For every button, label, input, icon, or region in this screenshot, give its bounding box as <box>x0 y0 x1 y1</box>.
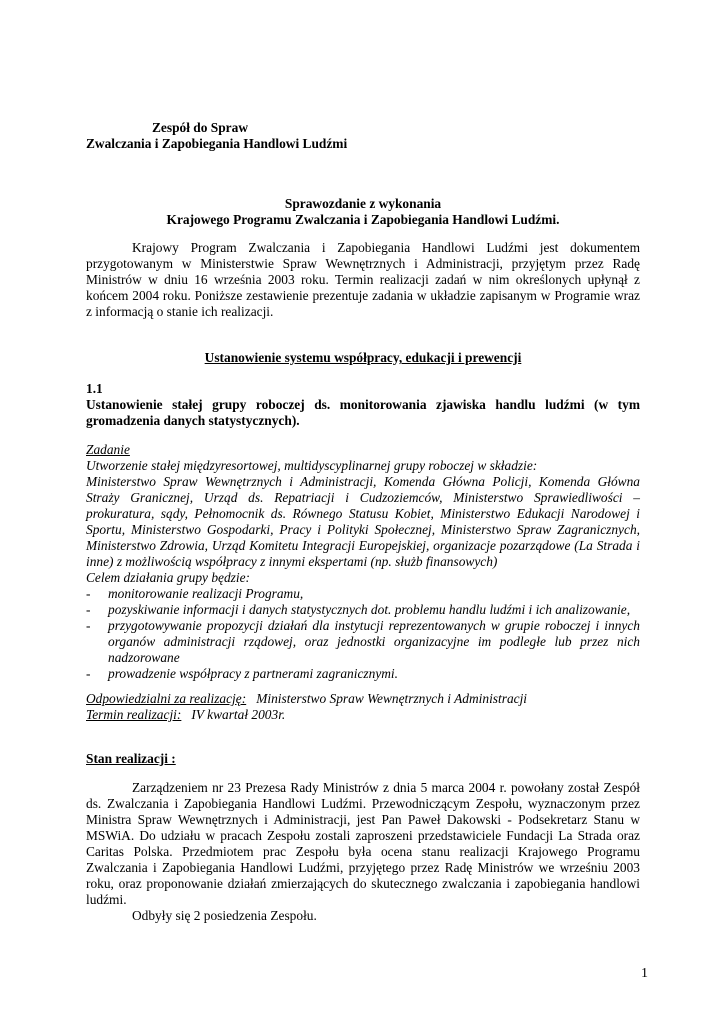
deadline-row <box>86 707 640 723</box>
status-line: ds. Zwalczania i Zapobiegania Handlowi Ludźmi. Przewodniczącym Zespołu, wyznaczonym przez <box>86 796 640 811</box>
task-intro: Utworzenie stałej międzyresortowej, multidyscyplinarnej grupy roboczej w składzie: <box>86 458 538 473</box>
deadline-value: IV kwartał 2003r. <box>191 707 286 722</box>
list-dash: - <box>86 602 91 617</box>
list-dash: - <box>86 666 91 681</box>
responsible-value: Ministerstwo Spraw Wewnętrznych i Administracji <box>256 691 528 706</box>
task-description <box>86 442 640 723</box>
team-line-1: Zespół do Spraw <box>152 120 248 135</box>
report-title <box>86 196 640 228</box>
task-title-line: gromadzenia danych statystycznych). <box>86 413 300 428</box>
list-item-text: organów administracji rządowej, oraz jednostki organizacyjne im podległe lub przez nich <box>108 634 640 649</box>
member-line: Ministerstwo Spraw Wewnętrznych i Administracji, Komenda Główna Policji, Komenda Główna <box>86 474 640 489</box>
responsible-row <box>86 691 640 707</box>
member-line: Straży Granicznej, Urząd ds. Repatriacji i Cudzoziemców, Ministerstwo Sprawiedliwości – <box>86 490 640 505</box>
task-label: Zadanie <box>86 442 130 457</box>
list-dash: - <box>86 618 91 633</box>
list-item-text: monitorowanie realizacji Programu, <box>108 586 304 601</box>
team-header <box>86 120 640 152</box>
list-item <box>86 586 640 602</box>
list-item <box>86 602 640 618</box>
list-dash: - <box>86 586 91 601</box>
team-line-2: Zwalczania i Zapobiegania Handlowi Ludźmi <box>86 136 348 151</box>
intro-line: Krajowy Program Zwalczania i Zapobiegania Handlowi Ludźmi jest dokumentem <box>132 240 640 255</box>
list-item-text: przygotowywanie propozycji działań dla instytucji reprezentowanych w grupie roboczej i innych <box>108 618 640 633</box>
intro-line: końcem 2004 roku. Poniższe zestawienie prezentuje zadania w układzie zapisanym w Programie wraz <box>86 288 640 303</box>
list-item <box>86 666 640 682</box>
status-block <box>86 751 640 767</box>
member-line: inne) z możliwością współpracy z innymi ekspertami (np. służb finansowych) <box>86 554 498 569</box>
intro-line: Ministrów w dniu 16 września 2003 roku. Termin realizacji zadań w nim określonych upłynął z <box>86 272 640 287</box>
list-item-text: nadzorowane <box>108 650 180 665</box>
member-line: Sportu, Ministerstwo Gospodarki, Pracy i Polityki Społecznej, Ministerstwo Spraw Zagranicznych, <box>86 522 640 537</box>
status-line: MSWiA. Do udziału w pracach Zespołu zostali zaproszeni przedstawiciele Fundacji La Strada oraz <box>86 828 640 843</box>
list-item-text: prowadzenie współpracy z partnerami zagranicznymi. <box>108 666 398 681</box>
responsible-label: Odpowiedzialni za realizację: <box>86 691 247 706</box>
section-heading: Ustanowienie systemu współpracy, edukacji i prewencji <box>204 350 522 365</box>
status-line: Caritas Polska. Przedmiotem prac Zespołu była ocena stanu realizacji Krajowego Programu <box>86 844 640 859</box>
status-heading: Stan realizacji : <box>86 751 176 766</box>
status-line: Zwalczania i Zapobiegania Handlowi Ludźmi, przyjętego przez Radę Ministrów we wrześniu 2003 <box>86 860 640 875</box>
member-line: prokuratura, sądy, Pełnomocnik ds. Równego Statusu Kobiet, Ministerstwo Edukacji Narodowej i <box>86 506 640 521</box>
status-line: roku, oraz proponowanie działań zmierzających do skutecznego zwalczania i zapobiegania handlowi <box>86 876 640 891</box>
intro-line: przygotowanym w Ministerstwie Spraw Wewnętrznych i Administracji, przyjętym przez Radę <box>86 256 640 271</box>
goal-label: Celem działania grupy będzie: <box>86 570 251 585</box>
title-line-1: Sprawozdanie z wykonania <box>284 196 442 211</box>
meetings-line: Odbyły się 2 posiedzenia Zespołu. <box>132 908 317 923</box>
intro-line: z informacją o stanie ich realizacji. <box>86 304 274 319</box>
list-item <box>86 618 640 666</box>
deadline-label: Termin realizacji: <box>86 707 182 722</box>
intro-paragraph <box>86 240 640 320</box>
member-line: Ministerstwo Zdrowia, Urząd Komitetu Integracji Europejskiej, organizacje pozarządowe (La Strada i <box>86 538 640 553</box>
section-heading-block <box>86 350 640 366</box>
status-paragraph <box>86 780 640 924</box>
status-line: Zarządzeniem nr 23 Prezesa Rady Ministrów z dnia 5 marca 2004 r. powołany został Zespół <box>132 780 640 795</box>
page-number: 1 <box>641 966 648 981</box>
list-item-text: pozyskiwanie informacji i danych statystycznych dot. problemu handlu ludźmi i ich analizowanie, <box>108 602 631 617</box>
status-line: Ministra Spraw Wewnętrznych i Administracji, jest Pan Paweł Dakowski - Podsekretarz Stanu w <box>86 812 640 827</box>
status-line: ludźmi. <box>86 892 127 907</box>
title-line-2: Krajowego Programu Zwalczania i Zapobiegania Handlowi Ludźmi. <box>166 212 560 227</box>
task-number: 1.1 <box>86 381 103 396</box>
task-title-block <box>86 381 640 429</box>
task-title-line: Ustanowienie stałej grupy roboczej ds. monitorowania zjawiska handlu ludźmi (w tym <box>86 397 640 412</box>
